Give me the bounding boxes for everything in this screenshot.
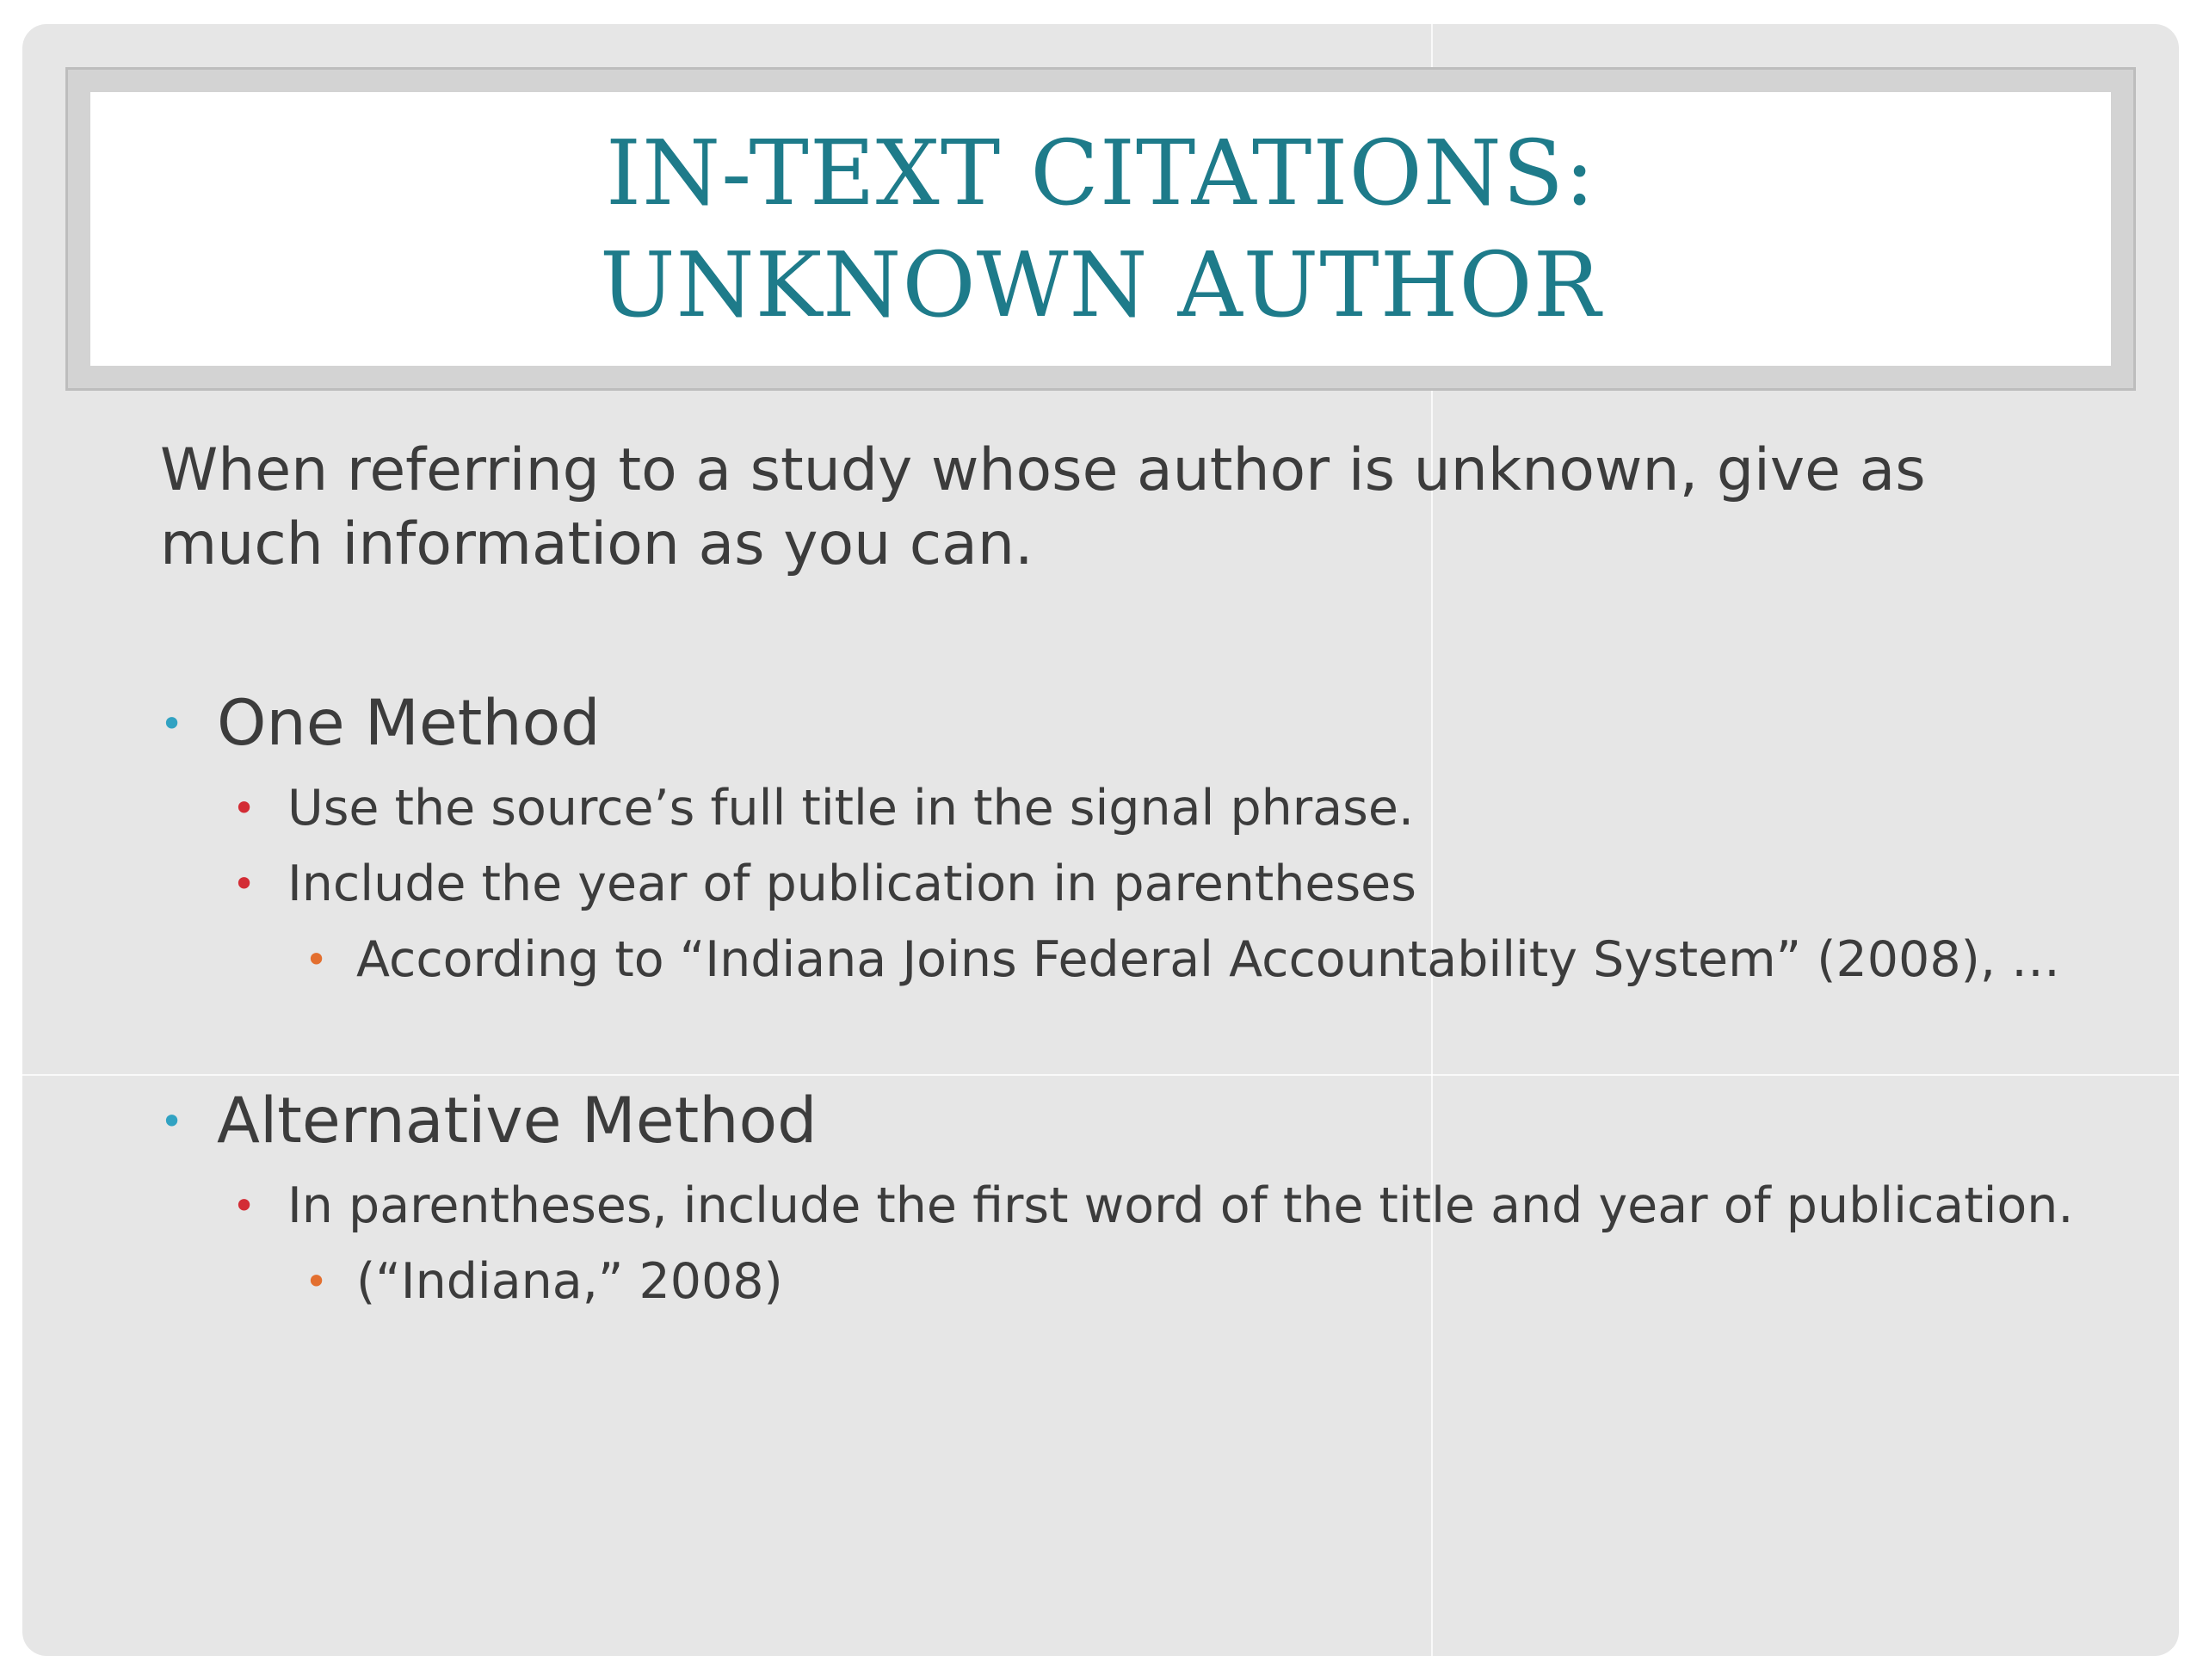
slide-body [160,434,2096,1313]
list-item [160,852,2096,916]
example-text: (“Indiana,” 2008) [356,1253,783,1310]
bullet-icon: • [305,1258,329,1305]
list-item-text: Use the source’s full title in the signal phrase. [287,780,1415,837]
section-heading-label: Alternative Method [217,1084,818,1158]
title-box [90,92,2111,366]
list-item [160,1174,2096,1238]
example-item [160,928,2096,991]
section-heading-label: One Method [217,687,601,760]
bullet-icon: • [160,1098,184,1145]
slide [22,24,2179,1656]
title-frame [65,67,2136,391]
list-item [160,776,2096,840]
list-item-text: In parentheses, include the first word of the title and year of publication. [287,1177,2074,1234]
bullet-icon: • [232,861,256,907]
bullet-icon: • [232,785,256,831]
section-heading-alternative-method [160,1081,2096,1162]
example-text: According to “Indiana Joins Federal Accountability System” (2008), … [356,931,2061,988]
list-item-text: Include the year of publication in parentheses [287,855,1416,912]
title-line-2: UNKNOWN AUTHOR [600,232,1601,337]
bullet-icon: • [160,701,184,747]
bullet-icon: • [305,936,329,983]
section-heading-one-method [160,683,2096,764]
intro-paragraph: When referring to a study whose author is unknown, give as much information as you can. [160,436,1926,578]
example-item [160,1250,2096,1313]
title-line-1: IN-TEXT CITATIONS: [605,120,1595,225]
bullet-icon: • [232,1183,256,1229]
